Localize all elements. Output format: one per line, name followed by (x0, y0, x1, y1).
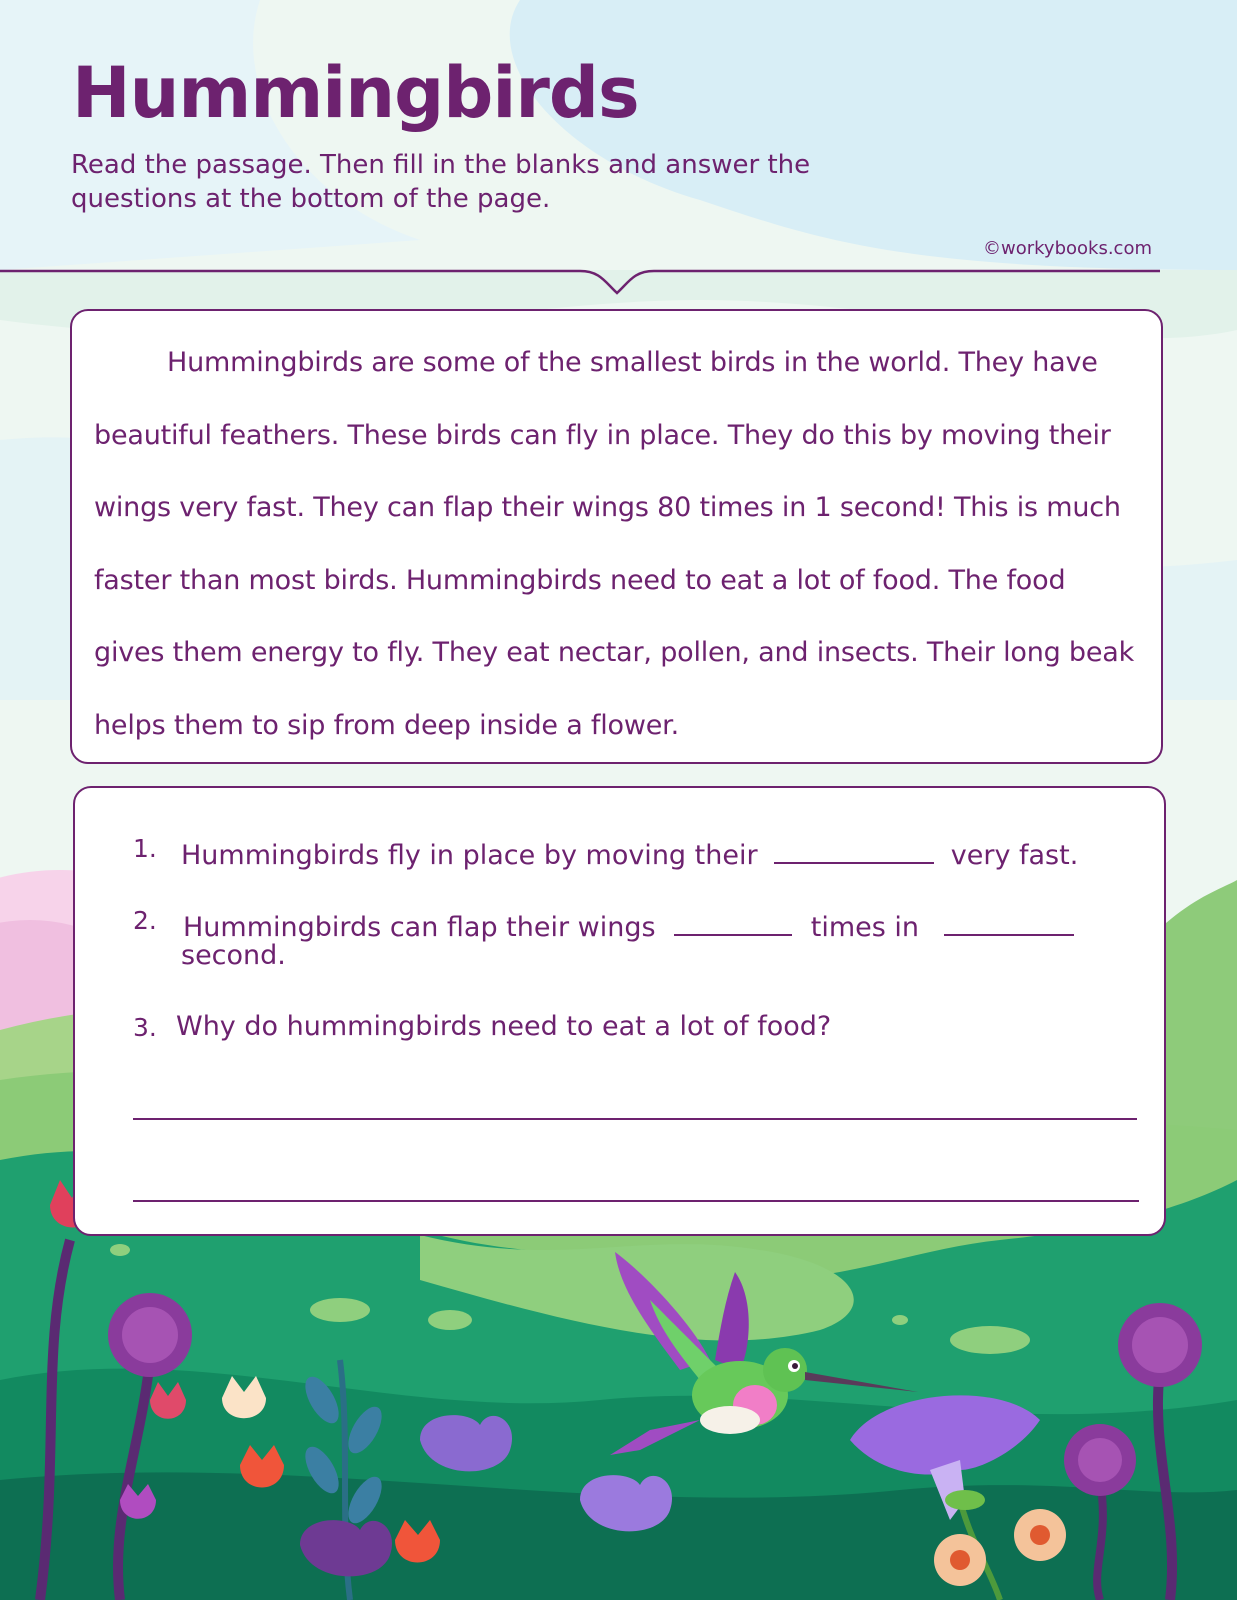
question-2-text-before: Hummingbirds can flap their wings (183, 912, 656, 943)
question-3-number: 3. (133, 1013, 157, 1042)
answer-line-2[interactable] (133, 1200, 1139, 1202)
question-3-text: Why do hummingbirds need to eat a lot of food? (176, 1011, 832, 1042)
question-1-number: 1. (133, 834, 157, 863)
question-2 (183, 904, 1074, 943)
passage-text: Hummingbirds are some of the smallest birds in the world. They have beautiful feathers. These birds can fly in place. They do this by moving their wings very fast. They can flap their wings 80 times in 1 second! This is much faster than most birds. Hummingbirds need to eat a lot of food. The food gives them energy to fly. They eat nectar, pollen, and insects. Their long beak helps them to sip from deep inside a flower. (94, 347, 1135, 741)
copyright-text: ©workybooks.com (983, 238, 1152, 259)
question-1-text-before: Hummingbirds fly in place by moving their (181, 840, 758, 871)
question-1-text-after: very fast. (950, 840, 1079, 871)
question-2-blank-1[interactable] (674, 904, 792, 936)
question-1 (181, 832, 1078, 871)
passage-card (70, 309, 1163, 764)
page-title: Hummingbirds (72, 52, 639, 134)
question-2-text-after: second. (181, 940, 286, 971)
question-1-blank[interactable] (774, 832, 934, 864)
questions-card (73, 786, 1166, 1236)
answer-line-1[interactable] (133, 1118, 1137, 1120)
question-2-text-middle: times in (810, 912, 920, 943)
instructions-text: Read the passage. Then fill in the blanks and answer the questions at the bottom of the page. (71, 150, 811, 214)
question-2-number: 2. (133, 906, 157, 935)
question-2-blank-2[interactable] (944, 904, 1074, 936)
